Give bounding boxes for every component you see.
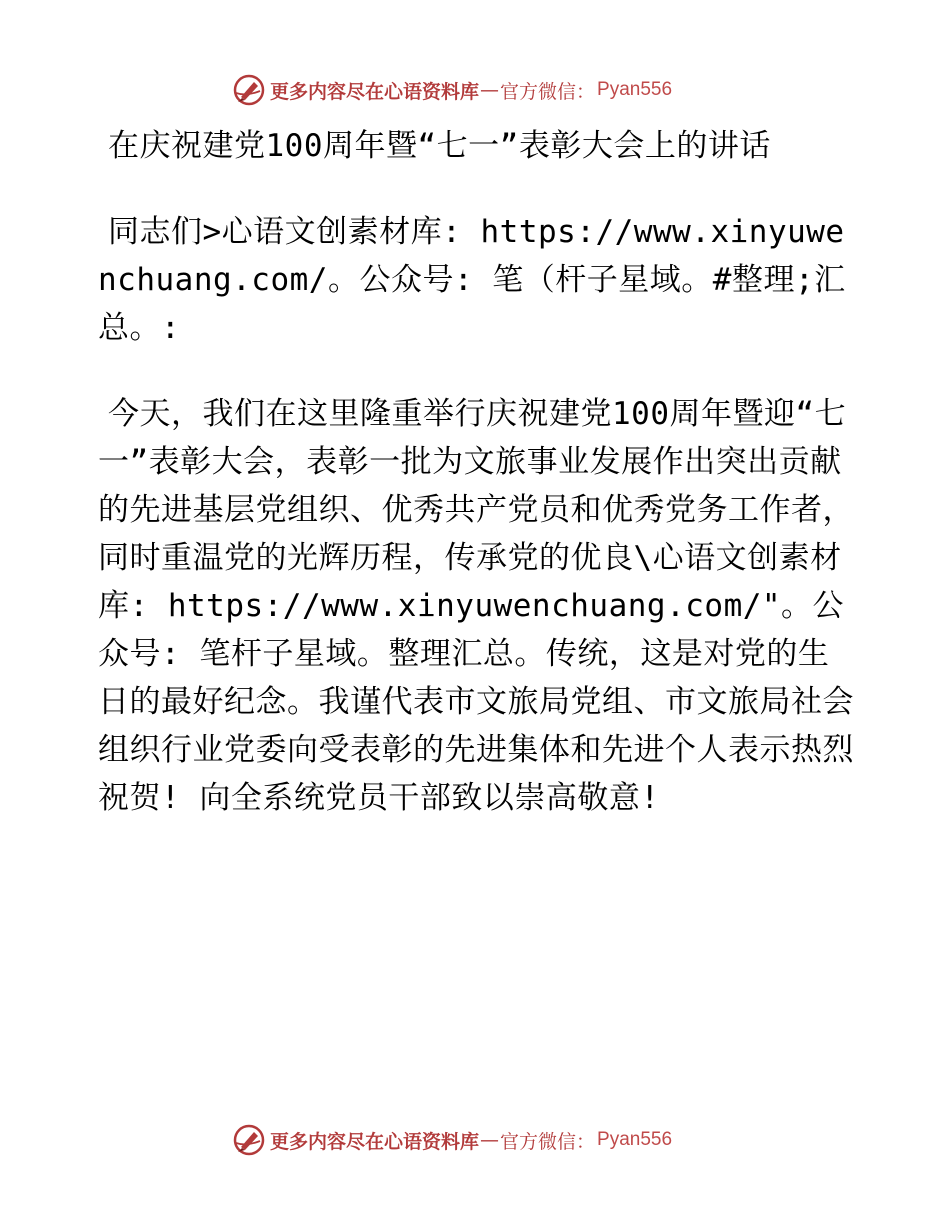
banner-wechat-label: 官方微信： bbox=[500, 1130, 596, 1153]
paragraph-greeting: 同志们>心语文创素材库: https://www.xinyuwenchuang.com/。公众号: 笔（杆子星域。#整理;汇总。: bbox=[98, 214, 846, 346]
footer-banner bbox=[232, 1122, 672, 1158]
pen-logo-icon bbox=[232, 1123, 266, 1157]
banner-dash: — bbox=[480, 79, 500, 101]
banner-text: 更多内容尽在心语资料库 bbox=[270, 1130, 480, 1153]
header-banner bbox=[232, 72, 672, 108]
banner-wechat-id: Pyan556 bbox=[597, 1129, 673, 1150]
banner-wechat-label: 官方微信： bbox=[500, 80, 596, 103]
document-title: 在庆祝建党100周年暨“七一”表彰大会上的讲话 bbox=[108, 128, 771, 164]
banner-wechat-id: Pyan556 bbox=[597, 79, 673, 100]
document-body bbox=[98, 122, 858, 822]
pen-logo-icon bbox=[232, 73, 266, 107]
banner-dash: — bbox=[480, 1129, 500, 1151]
paragraph-main: 今天，我们在这里隆重举行庆祝建党100周年暨迎“七一”表彰大会，表彰一批为文旅事业发展作出突出贡献的先进基层党组织、优秀共产党员和优秀党务工作者，同时重温党的光辉历程，传承党的优良\心语文创素材库: https://www.xinyuwenchuang.com/"。公众号: 笔杆子星域。整理汇总。传统，这是对党的生日的最好纪念。我谨代表市文旅局党组、市文旅局社会组织行业党委向受表彰的先进集体和先进个人表示热烈祝贺! 向全系统党员干部致以崇高敬意! bbox=[98, 396, 854, 816]
banner-text: 更多内容尽在心语资料库 bbox=[270, 80, 480, 103]
